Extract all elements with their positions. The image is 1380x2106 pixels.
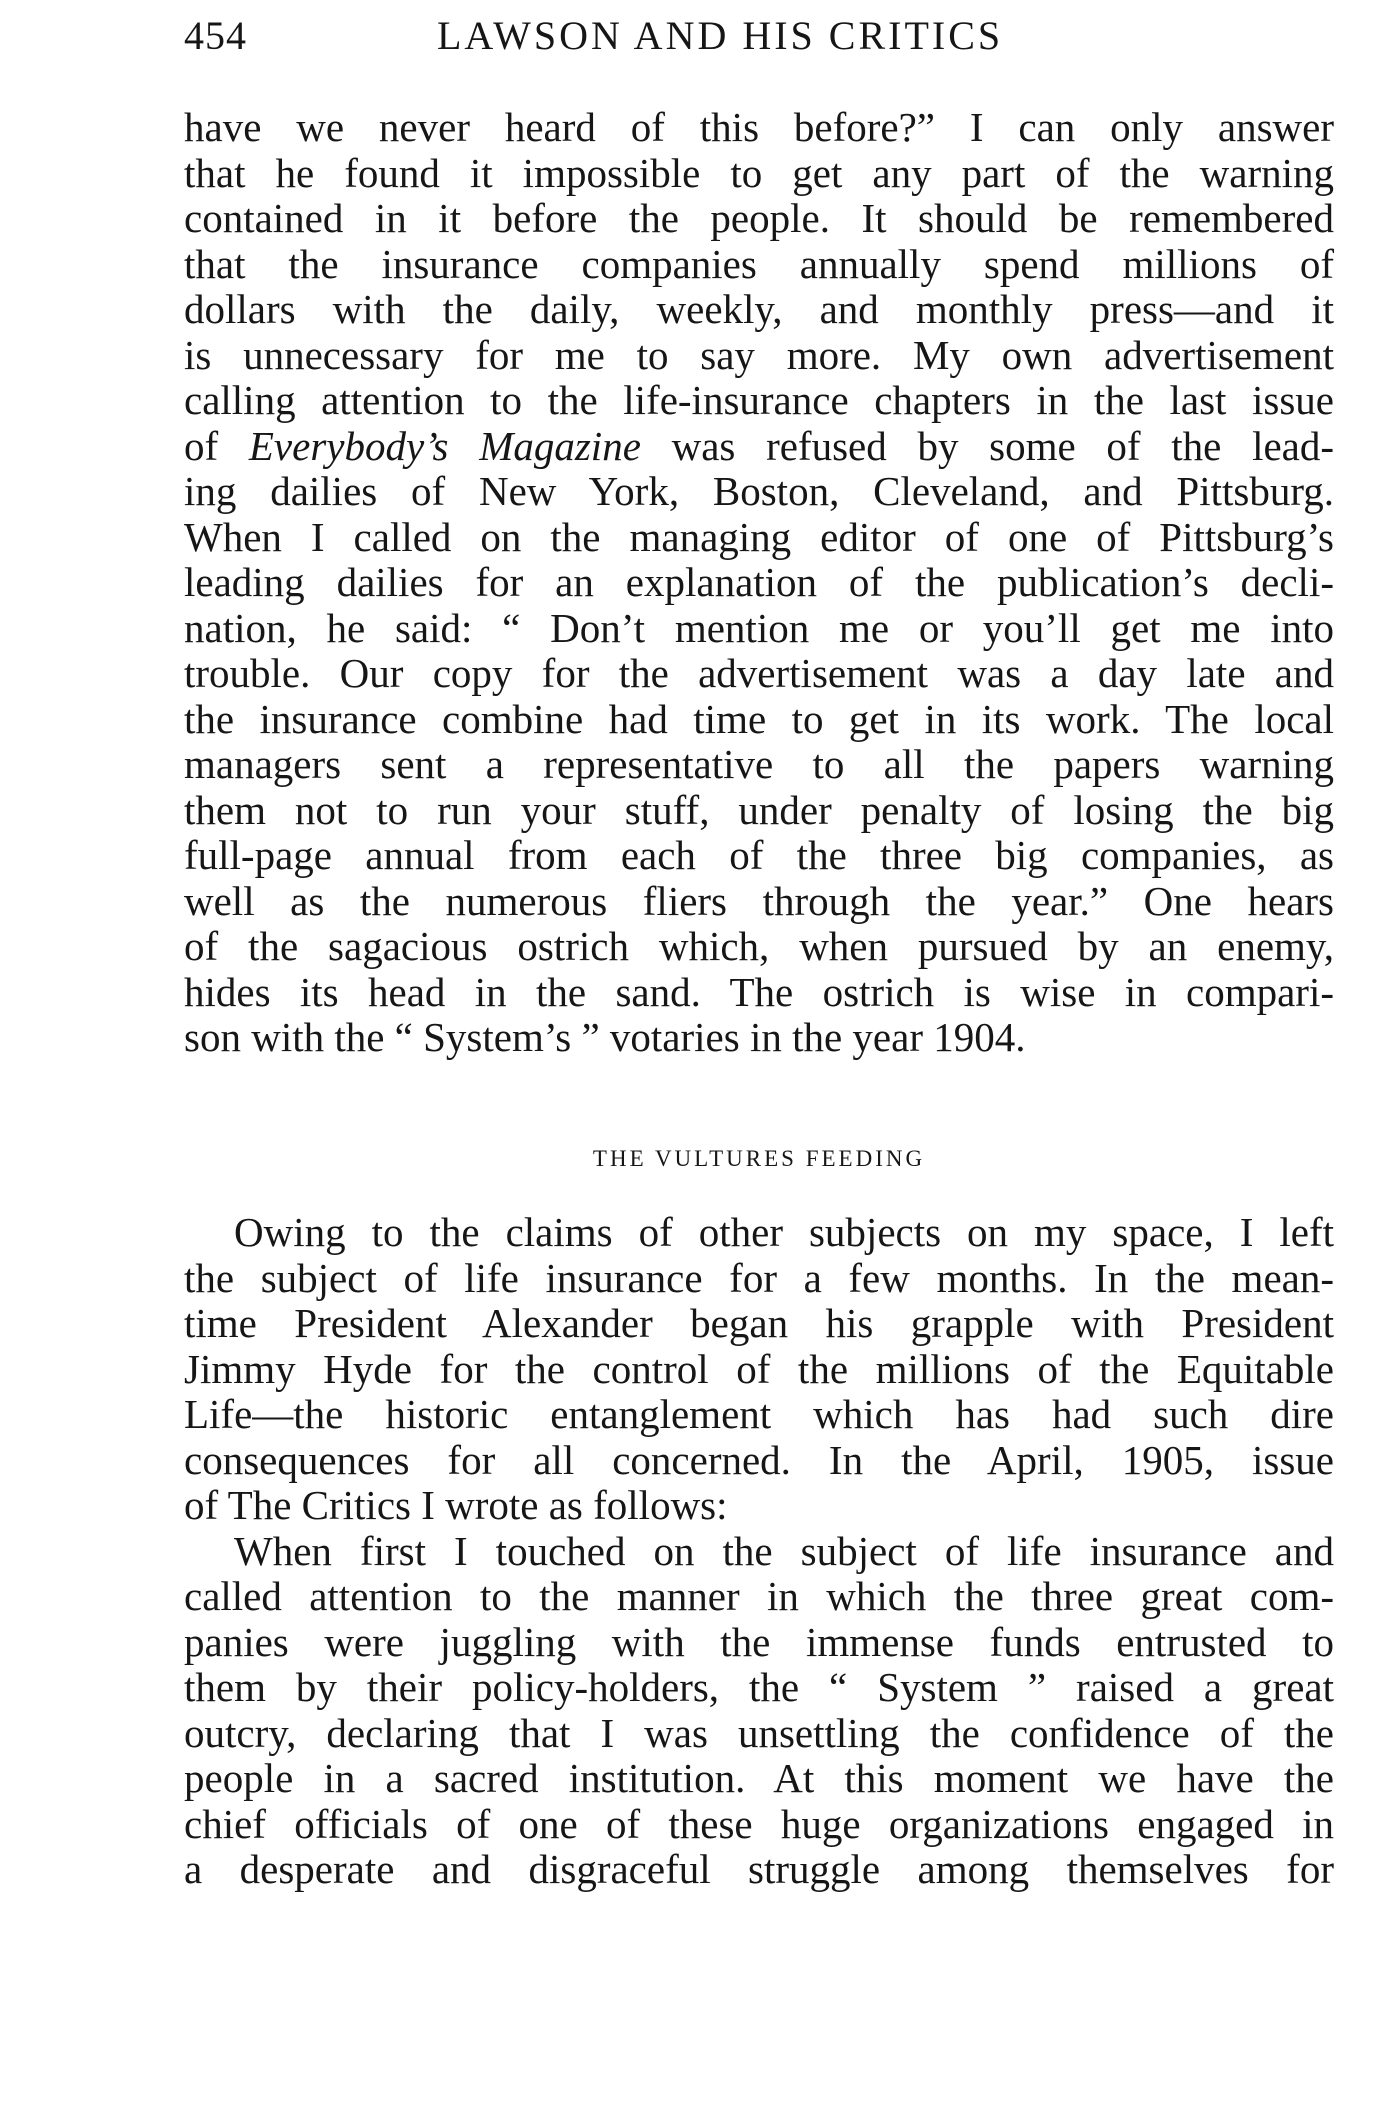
text-line: of the sagacious ostrich which, when pursued by an enemy, [184,923,1334,969]
text-line: that he found it impossible to get any part of the warning [184,149,1334,196]
text-line: Life—the historic entanglement which has had such dire [184,1391,1334,1437]
text-fragment: of [184,422,249,469]
text-line: When first I touched on the subject of life insurance and [234,1527,1334,1574]
text-line: is unnecessary for me to say more. My own advertisement [184,331,1334,378]
text-line: them not to run your stuff, under penalty of losing the big [184,786,1334,833]
page-number: 454 [184,13,247,58]
text-line: Owing to the claims of other subjects on my space, I left [234,1209,1334,1255]
text-line: outcry, declaring that I was unsettling the confidence of the [184,1709,1334,1756]
text-line: ing dailies of New York, Boston, Cleveland, and Pittsburg. [184,468,1334,514]
text-line: chief officials of one of these huge organizations engaged in [184,1800,1334,1847]
text-line: panies were juggling with the immense funds entrusted to [184,1618,1334,1665]
text-line: that the insurance companies annually spend millions of [184,240,1334,287]
text-line: of The Critics I wrote as follows: [184,1482,728,1528]
text-line: hides its head in the sand. The ostrich is wise in compari- [184,968,1334,1015]
text-line: When I called on the managing editor of one of Pittsburg’s [184,513,1334,560]
text-line: leading dailies for an explanation of the publication’s decli- [184,559,1334,605]
paragraph-continued [184,105,1334,1061]
text-line: consequences for all concerned. In the April, 1905, issue [184,1436,1334,1483]
text-line: son with the “ System’s ” votaries in the year 1904. [184,1014,1026,1060]
section-heading: THE VULTURES FEEDING [592,1146,926,1171]
paragraph-group [184,1210,1334,1893]
text-line: the insurance combine had time to get in its work. The local [184,695,1334,742]
text-line: time President Alexander began his grapple with President [184,1300,1334,1346]
running-head: LAWSON AND HIS CRITICS [437,13,1004,58]
text-line: trouble. Our copy for the advertisement was a day late and [184,650,1334,696]
text-line: dollars with the daily, weekly, and monthly press—and it [184,286,1334,332]
text-line: contained in it before the people. It should be remembered [184,195,1334,241]
text-line: have we never heard of this before?” I can only answer [184,104,1334,150]
text-line: them by their policy-holders, the “ System ” raised a great [184,1664,1334,1710]
text-line: managers sent a representative to all the papers warning [184,741,1334,787]
text-line: calling attention to the life-insurance chapters in the last issue [184,377,1334,423]
text-line-with-magazine-title [184,424,1334,470]
page-header [184,6,1334,66]
text-line: well as the numerous fliers through the year.” One hears [184,877,1334,924]
magazine-title: Everybody’s Magazine [248,422,641,469]
text-line: called attention to the manner in which the three great com- [184,1573,1334,1619]
text-line: nation, he said: “ Don’t mention me or you’ll get me into [184,604,1334,651]
text-line: the subject of life insurance for a few months. In the mean- [184,1254,1334,1301]
text-line: people in a sacred institution. At this moment we have the [184,1755,1334,1801]
text-fragment: was refused by some of the lead- [640,422,1335,469]
text-line: a desperate and disgraceful struggle among themselves for [184,1846,1334,1892]
text-line: full-page annual from each of the three big companies, as [184,832,1334,878]
text-line: Jimmy Hyde for the control of the millions of the Equitable [184,1345,1334,1392]
